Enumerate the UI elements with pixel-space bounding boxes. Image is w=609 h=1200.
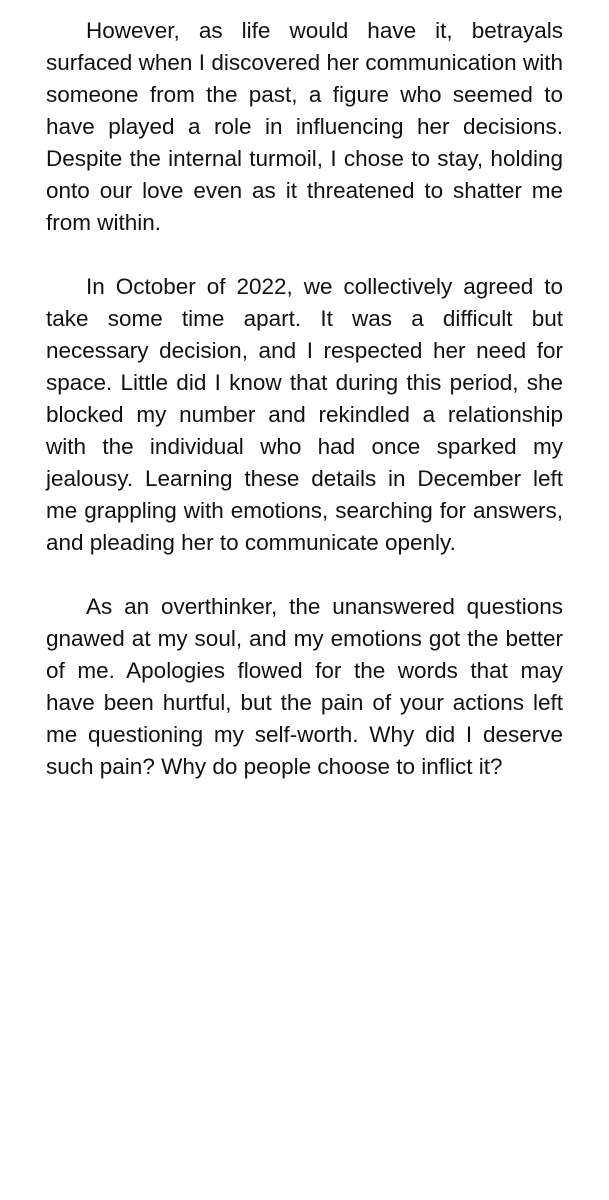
paragraph-overthinker: As an overthinker, the unanswered questions gnawed at my soul, and my emotions got the better of me. Apologies flowed for the words that may have been hurtful, but the pain of your actions left me questioning my self-worth. Why did I deserve such pain? Why do people choose to inflict it? [46, 594, 563, 779]
paragraph-betrayals: However, as life would have it, betrayals surfaced when I discovered her communication with someone from the past, a figure who seemed to have played a role in influencing her decisions. Despite the internal turmoil, I chose to stay, holding onto our love even as it threatened to shatter me from within. [46, 18, 563, 235]
document-page [46, 15, 563, 783]
paragraph-time-apart: In October of 2022, we collectively agreed to take some time apart. It was a difficult but necessary decision, and I respected her need for space. Little did I know that during this period, she blocked my number and rekindled a relationship with the individual who had once sparked my jealousy. Learning these details in December left me grappling with emotions, searching for answers, and pleading her to communicate openly. [46, 274, 563, 555]
